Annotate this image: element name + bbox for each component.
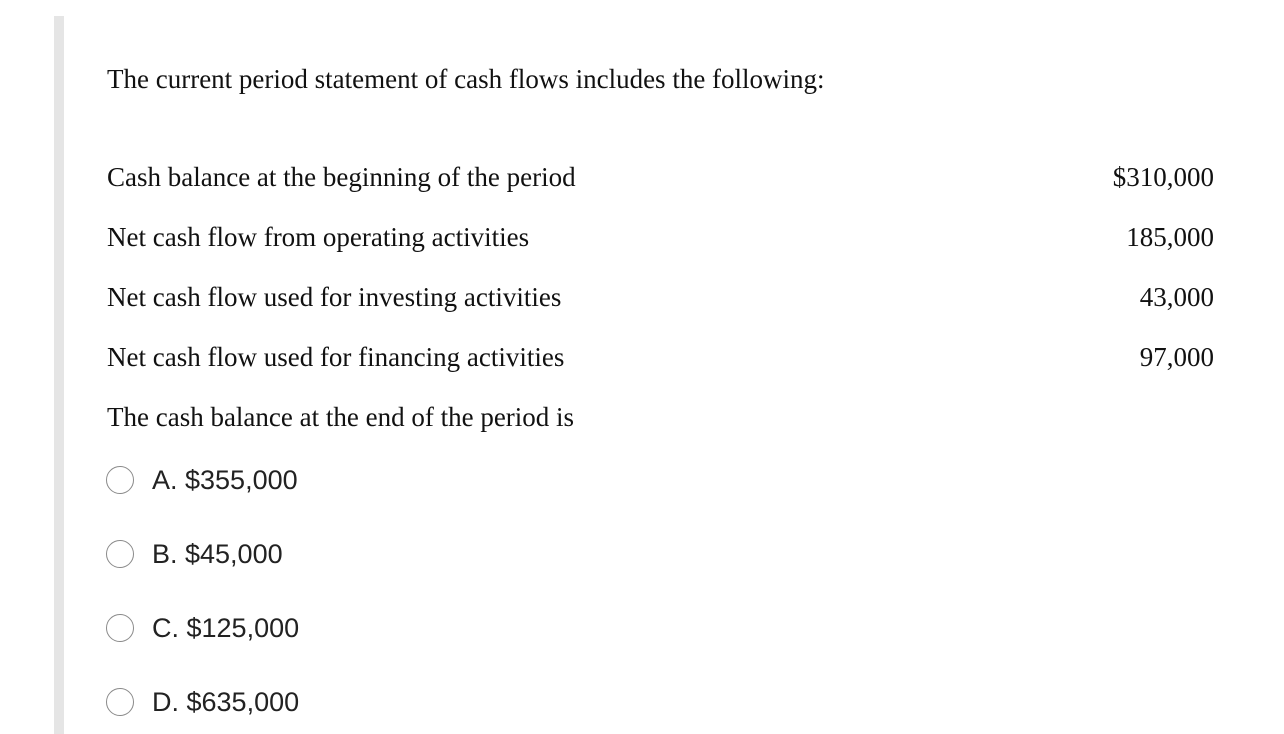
row-label-financing: Net cash flow used for financing activities bbox=[107, 342, 565, 372]
option-d[interactable] bbox=[106, 685, 299, 719]
row-value-investing: 43,000 bbox=[1139, 282, 1214, 312]
option-c[interactable] bbox=[106, 611, 299, 645]
row-label-operating: Net cash flow from operating activities bbox=[107, 222, 530, 252]
option-b[interactable] bbox=[106, 537, 283, 571]
radio-icon[interactable] bbox=[106, 688, 134, 716]
row-value-operating: 185,000 bbox=[1126, 222, 1214, 252]
row-value-beginning-cash: $310,000 bbox=[1112, 162, 1214, 192]
row-label-investing: Net cash flow used for investing activities bbox=[107, 282, 562, 312]
question-prompt: The cash balance at the end of the period is bbox=[107, 402, 575, 432]
option-a[interactable] bbox=[106, 463, 298, 497]
option-a-label[interactable]: A. $355,000 bbox=[152, 465, 298, 495]
row-label-beginning-cash: Cash balance at the beginning of the period bbox=[107, 162, 576, 192]
option-d-label[interactable]: D. $635,000 bbox=[152, 687, 300, 717]
option-b-label[interactable]: B. $45,000 bbox=[152, 539, 283, 569]
radio-icon[interactable] bbox=[106, 466, 134, 494]
radio-icon[interactable] bbox=[106, 614, 134, 642]
option-c-label[interactable]: C. $125,000 bbox=[152, 613, 300, 643]
question-intro: The current period statement of cash flows includes the following: bbox=[107, 64, 825, 94]
radio-icon[interactable] bbox=[106, 540, 134, 568]
left-border-bar bbox=[54, 16, 64, 734]
row-value-financing: 97,000 bbox=[1139, 342, 1214, 372]
